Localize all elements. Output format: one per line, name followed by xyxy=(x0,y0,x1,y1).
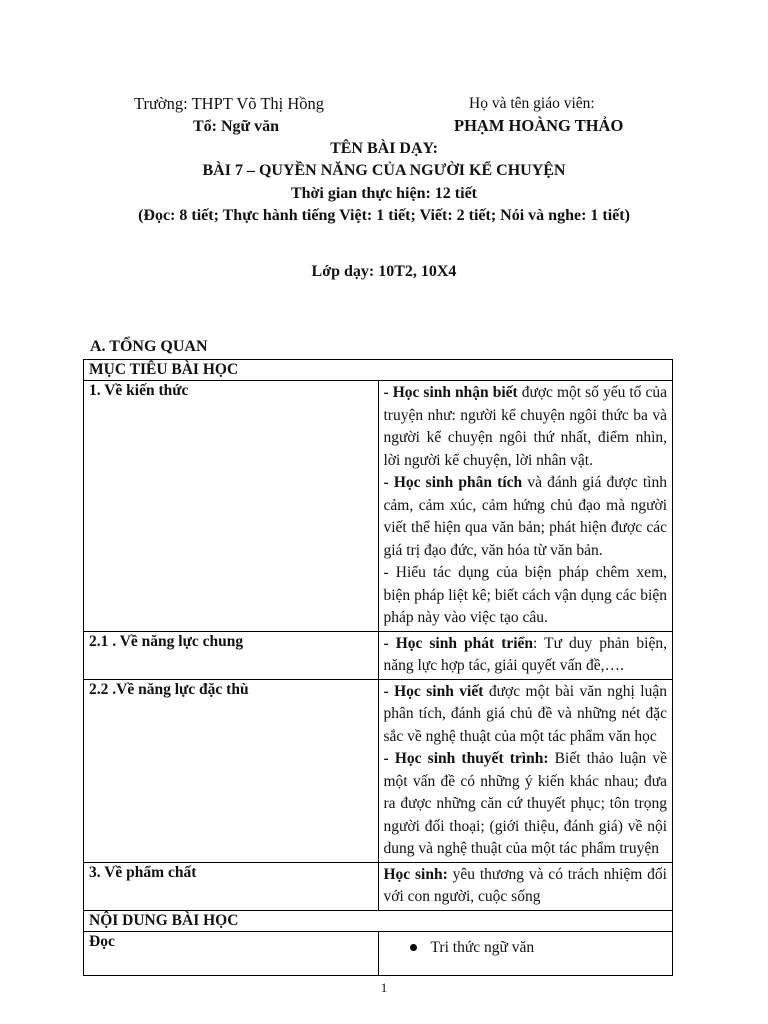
table-row xyxy=(84,679,673,862)
specific-competence-content xyxy=(378,679,673,862)
knowledge-paragraph: - Hiểu tác dụng của biện pháp chêm xem, biện pháp liệt kê; biết cách vận dụng các biện pháp này vào việc tạo câu. xyxy=(383,564,667,626)
general-bold: - Học sinh phát triển xyxy=(383,634,534,652)
class-info: Lớp dạy: 10T2, 10X4 xyxy=(311,263,457,280)
section-a-heading: A. TỔNG QUAN xyxy=(90,338,208,355)
lesson-title: BÀI 7 – QUYỀN NĂNG CỦA NGƯỜI KỂ CHUYỆN xyxy=(202,162,566,179)
qualities-text: yêu thương và có trách nhiệm đối với con người, cuộc sống xyxy=(383,865,667,905)
teacher-name: PHẠM HOÀNG THẢO xyxy=(454,116,624,135)
specific-p1-text: được một bài văn nghị luận phân tích, đánh giá chủ đề và những nét đặc sắc về nghệ thuật của một tác phẩm văn học xyxy=(383,682,667,745)
table-row xyxy=(84,862,673,910)
knowledge-paragraph xyxy=(384,382,668,472)
qualities-content xyxy=(378,862,673,910)
specific-paragraph xyxy=(384,748,668,861)
specific-competence-label: 2.2 .Về năng lực đặc thù xyxy=(84,679,379,862)
table-row xyxy=(84,631,673,679)
content-header: NỘI DUNG BÀI HỌC xyxy=(84,910,673,931)
table-row xyxy=(84,381,673,632)
list-item xyxy=(384,933,668,963)
reading-bullet-text: Tri thức ngữ văn xyxy=(430,938,535,956)
bullet-icon xyxy=(410,944,417,951)
general-competence-label: 2.1 . Về năng lực chung xyxy=(84,631,379,679)
specific-p1-bold: - Học sinh viết xyxy=(383,682,484,700)
subject-group: Tổ: Ngữ văn xyxy=(193,118,280,135)
knowledge-paragraph xyxy=(384,472,668,562)
lesson-breakdown: (Đọc: 8 tiết; Thực hành tiếng Việt: 1 tiết; Viết: 2 tiết; Nói và nghe: 1 tiết) xyxy=(138,207,630,224)
knowledge-content xyxy=(378,381,673,632)
knowledge-p1-text: được một số yếu tố của truyện như: người kể chuyện ngôi thức ba và người kể chuyện ngôi thứ nhất, điểm nhìn, lời người kể chuyện, lời nhân vật. xyxy=(383,384,667,469)
qualities-label: 3. Về phẩm chất xyxy=(84,862,379,910)
table-row xyxy=(84,931,673,975)
page-number: 1 xyxy=(380,980,388,995)
specific-p2-text: Biết thảo luận về một vấn đề có những ý kiến khác nhau; đưa ra được những căn cứ thuyết phục; tôn trọng người đối thoại; (giới thiệu, đánh giá) về nội dung và nghệ thuật của một tác phẩm truyện xyxy=(383,750,667,857)
general-text: : Tư duy phản biện, năng lực hợp tác, giải quyết vấn đề,…. xyxy=(383,634,667,674)
general-competence-content xyxy=(378,631,673,679)
reading-content xyxy=(378,931,673,975)
lesson-label: TÊN BÀI DẠY: xyxy=(330,140,438,157)
knowledge-p2-text: và đánh giá được tình cảm, cảm xúc, cảm hứng chủ đạo mà người viết thể hiện qua văn bản; phát hiện được các giá trị đạo đức, văn hóa từ văn bản. xyxy=(383,474,667,559)
school-name: Trường: THPT Võ Thị Hồng xyxy=(134,94,325,113)
reading-label: Đọc xyxy=(84,931,379,975)
qualities-bold: Học sinh: xyxy=(383,865,448,883)
knowledge-p1-bold: - Học sinh nhận biết xyxy=(383,384,518,401)
teacher-label: Họ và tên giáo viên: xyxy=(469,95,595,112)
specific-p2-bold: - Học sinh thuyết trình: xyxy=(383,750,549,767)
table-row xyxy=(84,910,673,931)
table-row xyxy=(84,360,673,381)
specific-paragraph xyxy=(384,681,668,749)
objectives-header: MỤC TIÊU BÀI HỌC xyxy=(84,360,673,381)
lesson-plan-table xyxy=(83,359,673,976)
knowledge-p2-bold: - Học sinh phân tích xyxy=(383,474,523,491)
lesson-time: Thời gian thực hiện: 12 tiết xyxy=(290,185,478,202)
knowledge-label: 1. Về kiến thức xyxy=(84,381,379,632)
